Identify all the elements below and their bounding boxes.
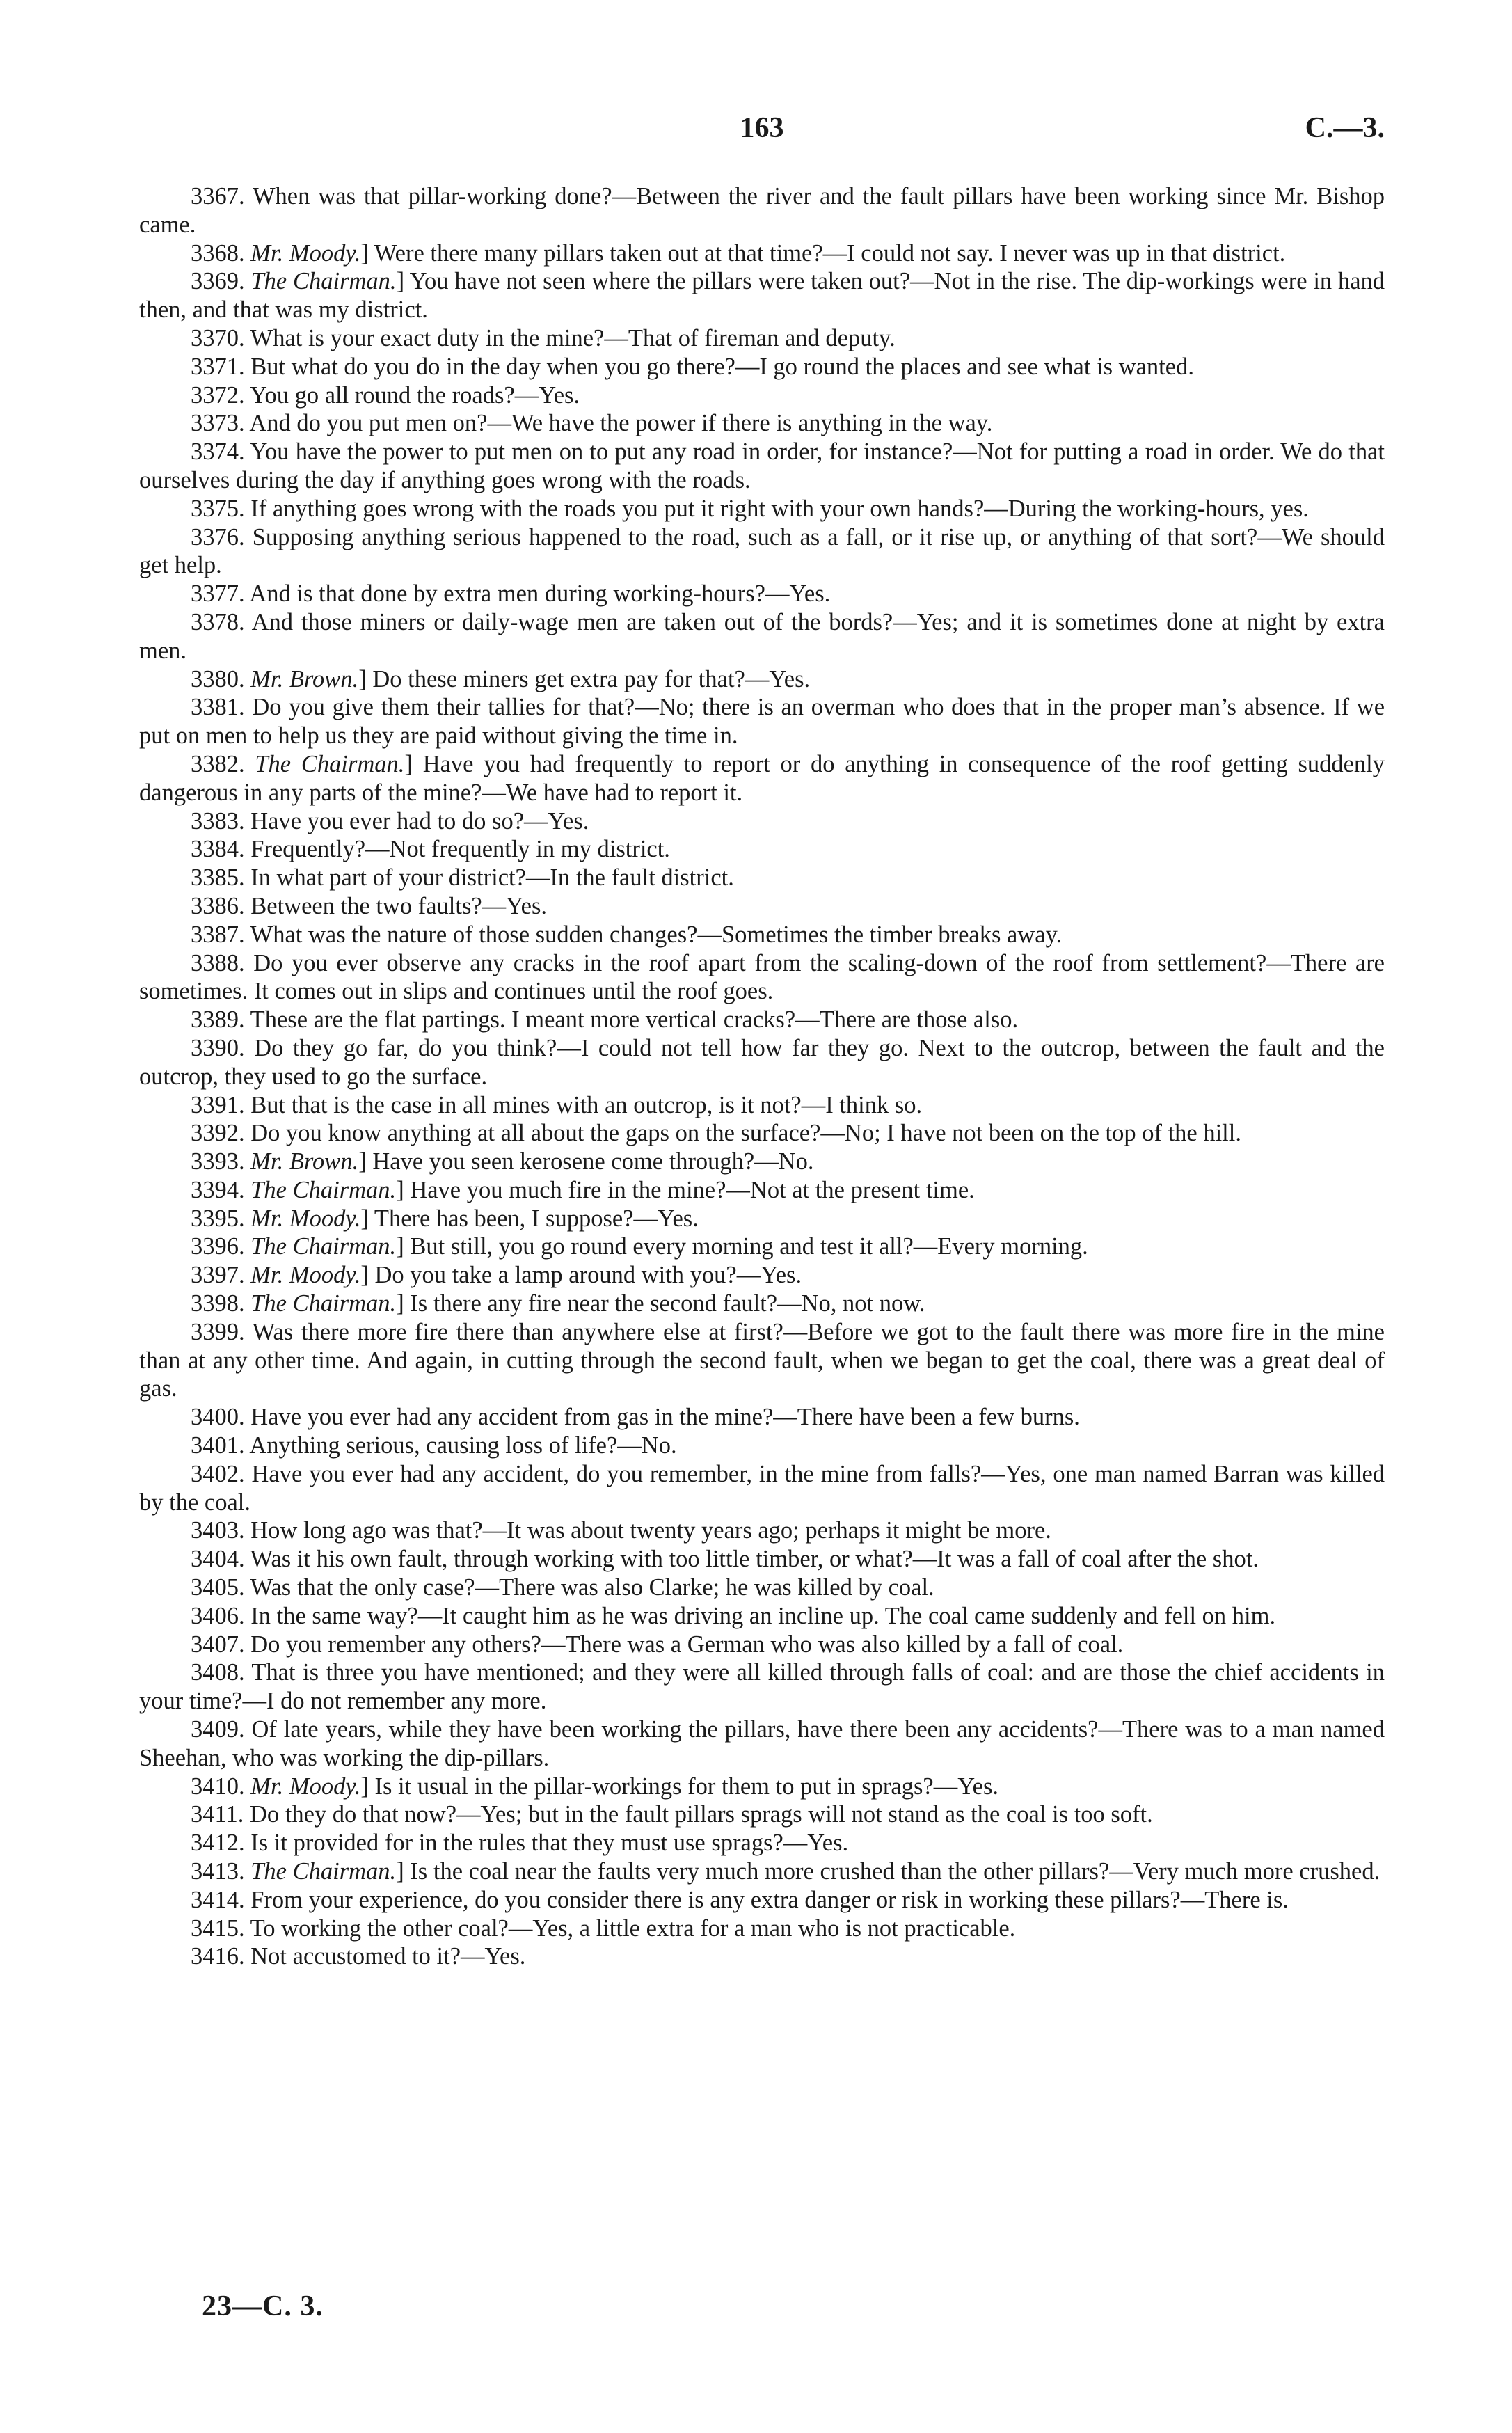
- question-answer-text: Do they go far, do you think?—I could not tell how far they go. Next to the outcrop, between the fault and the outcrop, they used to go the surface.: [139, 1034, 1385, 1090]
- question-number: 3376.: [191, 523, 245, 550]
- question-answer-text: Is it usual in the pillar-workings for them to put in sprags?—Yes.: [374, 1773, 999, 1800]
- question-number: 3367.: [191, 183, 245, 209]
- question-answer-text: From your experience, do you consider there is any extra danger or risk in working these pillars?—There is.: [250, 1886, 1289, 1913]
- question-answer-text: Was that the only case?—There was also Clarke; he was killed by coal.: [250, 1574, 934, 1601]
- question-answer-text: Have you seen kerosene come through?—No.: [372, 1148, 814, 1175]
- testimony-paragraph: [139, 353, 1385, 381]
- question-number: 3401.: [191, 1432, 245, 1459]
- question-number: 3382.: [191, 750, 245, 777]
- speaker-name: Mr. Brown.: [250, 1148, 359, 1175]
- question-answer-text: When was that pillar-working done?—Between the river and the fault pillars have been working since Mr. Bishop came.: [139, 183, 1385, 238]
- question-answer-text: Do they do that now?—Yes; but in the fault pillars sprags will not stand as the coal is too soft.: [249, 1801, 1153, 1828]
- question-answer-text: Is there any fire near the second fault?—No, not now.: [410, 1290, 925, 1317]
- question-answer-text: Do you remember any others?—There was a German who was also killed by a fall of coal.: [250, 1631, 1124, 1658]
- question-number: 3404.: [191, 1546, 245, 1573]
- question-number: 3389.: [191, 1006, 245, 1033]
- question-number: 3369.: [191, 268, 245, 295]
- testimony-paragraph: [139, 949, 1385, 1006]
- speaker-name: The Chairman.: [250, 1858, 397, 1885]
- question-number: 3416.: [191, 1943, 245, 1970]
- question-answer-text: Was there more fire there than anywhere else at first?—Before we got to the fault there was more fire in the mine than at any other time. And again, in cutting through the second fault, when we began to get the coal, there was a great deal of gas.: [139, 1318, 1385, 1402]
- question-answer-text: You have the power to put men on to put any road in order, for instance?—Not for putting a road in order. We do that ourselves during the day if anything goes wrong with the roads.: [139, 438, 1385, 493]
- testimony-paragraph: [139, 1432, 1385, 1460]
- question-answer-text: If anything goes wrong with the roads you put it right with your own hands?—During the working-hours, yes.: [250, 495, 1309, 522]
- speaker-name: Mr. Brown.: [250, 665, 359, 692]
- question-number: 3381.: [191, 694, 245, 721]
- testimony-paragraph: [139, 892, 1385, 921]
- question-number: 3384.: [191, 836, 245, 863]
- testimony-paragraph: [139, 580, 1385, 608]
- testimony-paragraph: [139, 1091, 1385, 1120]
- testimony-paragraph: 3393. Mr. Brown.] Have you seen kerosene come through?—No.: [191, 1148, 814, 1175]
- testimony-paragraph: 3369. The Chairman.] You have not seen where the pillars were taken out?—Not in the rise. The dip-workings were in hand then, and that was my district.: [139, 268, 1385, 324]
- testimony-paragraph: [139, 1034, 1385, 1091]
- question-answer-text: Supposing anything serious happened to the road, such as a fall, or it rise up, or anything of that sort?—We should get help.: [139, 523, 1385, 579]
- testimony-paragraph: 3380. Mr. Brown.] Do these miners get extra pay for that?—Yes.: [191, 665, 811, 692]
- speaker-name: The Chairman.: [250, 1176, 397, 1203]
- testimony-paragraph: [139, 1829, 1385, 1857]
- question-number: 3394.: [191, 1176, 245, 1203]
- question-number: 3405.: [191, 1574, 245, 1601]
- testimony-paragraph: 3395. Mr. Moody.] There has been, I suppose?—Yes.: [191, 1205, 699, 1232]
- testimony-paragraph: [139, 1006, 1385, 1034]
- question-answer-text: Do you ever observe any cracks in the roof apart from the scaling-down of the roof from settlement?—There are sometimes. It comes out in slips and continues until the roof goes.: [139, 949, 1385, 1005]
- question-answer-text: What was the nature of those sudden changes?—Sometimes the timber breaks away.: [250, 921, 1063, 948]
- question-answer-text: What is your exact duty in the mine?—That of fireman and deputy.: [250, 324, 896, 351]
- testimony-paragraph: [139, 693, 1385, 750]
- question-answer-text: But still, you go round every morning and test it all?—Every morning.: [410, 1233, 1088, 1260]
- testimony-paragraph: [139, 807, 1385, 836]
- printer-signature: 23—C. 3.: [202, 2290, 324, 2322]
- question-number: 3398.: [191, 1290, 245, 1317]
- question-number: 3396.: [191, 1233, 245, 1260]
- question-number: 3410.: [191, 1773, 245, 1800]
- testimony-paragraph: [139, 1658, 1385, 1715]
- question-number: 3397.: [191, 1262, 245, 1289]
- question-answer-text: Is it provided for in the rules that they must use sprags?—Yes.: [250, 1830, 849, 1857]
- question-number: 3370.: [191, 324, 245, 351]
- question-answer-text: Have you ever had any accident, do you remember, in the mine from falls?—Yes, one man named Barran was killed by the coal.: [139, 1460, 1385, 1516]
- question-answer-text: Do these miners get extra pay for that?—Yes.: [372, 665, 811, 692]
- question-number: 3372.: [191, 381, 245, 409]
- section-code: C.—3.: [1305, 112, 1385, 144]
- testimony-paragraph: [139, 1800, 1385, 1829]
- testimony-paragraph: 3396. The Chairman.] But still, you go round every morning and test it all?—Every morning.: [191, 1233, 1088, 1260]
- testimony-paragraph: 3394. The Chairman.] Have you much fire in the mine?—Not at the present time.: [191, 1176, 975, 1203]
- question-number: 3395.: [191, 1205, 245, 1232]
- question-answer-text: That is three you have mentioned; and they were all killed through falls of coal: and are those the chief accidents in your time?—I do not remember any more.: [139, 1659, 1385, 1715]
- page-header: [139, 111, 1385, 146]
- testimony-paragraph: [139, 1460, 1385, 1517]
- speaker-name: The Chairman.: [250, 1290, 397, 1317]
- testimony-paragraph: [139, 1915, 1385, 1943]
- question-number: 3415.: [191, 1915, 245, 1942]
- question-number: 3387.: [191, 921, 245, 948]
- question-number: 3414.: [191, 1886, 245, 1913]
- question-number: 3386.: [191, 892, 245, 919]
- question-number: 3383.: [191, 807, 245, 834]
- question-number: 3371.: [191, 353, 245, 380]
- testimony-paragraph: [139, 381, 1385, 410]
- question-number: 3390.: [191, 1034, 245, 1061]
- question-answer-text: There has been, I suppose?—Yes.: [374, 1205, 699, 1232]
- question-number: 3407.: [191, 1631, 245, 1658]
- question-number: 3374.: [191, 438, 245, 466]
- speaker-name: The Chairman.: [255, 750, 405, 777]
- question-answer-text: Do you take a lamp around with you?—Yes.: [374, 1262, 802, 1289]
- speaker-name: Mr. Moody.: [250, 239, 361, 267]
- question-answer-text: Not accustomed to it?—Yes.: [250, 1943, 526, 1970]
- speaker-name: Mr. Moody.: [250, 1262, 361, 1289]
- testimony-paragraph: [139, 835, 1385, 864]
- testimony-paragraph: [139, 523, 1385, 580]
- question-answer-text: Have you had frequently to report or do anything in consequence of the roof getting suddenly dangerous in any parts of the mine?—We have had to report it.: [139, 750, 1385, 806]
- testimony-paragraph: [139, 1119, 1385, 1148]
- question-answer-text: But that is the case in all mines with an outcrop, is it not?—I think so.: [250, 1091, 923, 1118]
- question-answer-text: In what part of your district?—In the fault district.: [250, 864, 734, 891]
- question-answer-text: To working the other coal?—Yes, a little extra for a man who is not practicable.: [250, 1915, 1016, 1942]
- question-answer-text: Is the coal near the faults very much more crushed than the other pillars?—Very much more crushed.: [410, 1858, 1380, 1885]
- testimony-paragraph: [139, 1602, 1385, 1631]
- question-answer-text: And is that done by extra men during working-hours?—Yes.: [249, 580, 831, 608]
- question-number: 3403.: [191, 1517, 245, 1544]
- testimony-paragraph: [139, 921, 1385, 949]
- question-number: 3392.: [191, 1120, 245, 1147]
- testimony-paragraph: [139, 608, 1385, 665]
- question-answer-text: Do you know anything at all about the gaps on the surface?—No; I have not been on the top of the hill.: [250, 1120, 1241, 1147]
- testimony-paragraph: [139, 864, 1385, 892]
- testimony-paragraph: [139, 1574, 1385, 1602]
- question-answer-text: Have you much fire in the mine?—Not at the present time.: [410, 1176, 975, 1203]
- question-number: 3373.: [191, 410, 245, 437]
- testimony-body: [139, 182, 1385, 1971]
- question-answer-text: In the same way?—It caught him as he was driving an incline up. The coal came suddenly and fell on him.: [250, 1602, 1276, 1629]
- question-answer-text: Have you ever had to do so?—Yes.: [250, 807, 589, 834]
- question-number: 3409.: [191, 1716, 245, 1743]
- question-number: 3380.: [191, 665, 245, 692]
- question-number: 3412.: [191, 1830, 245, 1857]
- question-number: 3399.: [191, 1318, 245, 1345]
- question-number: 3406.: [191, 1602, 245, 1629]
- question-answer-text: And those miners or daily-wage men are taken out of the bords?—Yes; and it is sometimes done at night by extra men.: [139, 608, 1385, 664]
- question-number: 3400.: [191, 1404, 245, 1431]
- testimony-paragraph: [139, 1886, 1385, 1915]
- page-number: 163: [740, 112, 784, 144]
- testimony-paragraph: [139, 409, 1385, 438]
- testimony-paragraph: [139, 1516, 1385, 1545]
- question-number: 3385.: [191, 864, 245, 891]
- testimony-paragraph: [139, 1715, 1385, 1773]
- testimony-paragraph: [139, 438, 1385, 495]
- testimony-paragraph: [139, 324, 1385, 353]
- question-number: 3375.: [191, 495, 245, 522]
- question-number: 3411.: [191, 1801, 244, 1828]
- question-answer-text: And do you put men on?—We have the power if there is anything in the way.: [249, 410, 993, 437]
- question-number: 3377.: [191, 580, 245, 608]
- testimony-paragraph: [139, 1403, 1385, 1432]
- question-answer-text: But what do you do in the day when you go there?—I go round the places and see what is wanted.: [250, 353, 1194, 380]
- testimony-paragraph: [139, 1545, 1385, 1574]
- question-number: 3402.: [191, 1460, 245, 1487]
- question-answer-text: You have not seen where the pillars were taken out?—Not in the rise. The dip-workings were in hand then, and that was my district.: [139, 268, 1385, 324]
- question-answer-text: Anything serious, causing loss of life?—No.: [249, 1432, 677, 1459]
- testimony-paragraph: 3398. The Chairman.] Is there any fire near the second fault?—No, not now.: [191, 1290, 925, 1317]
- question-answer-text: Frequently?—Not frequently in my district.: [250, 836, 670, 863]
- testimony-paragraph: 3410. Mr. Moody.] Is it usual in the pillar-workings for them to put in sprags?—Yes.: [191, 1773, 999, 1800]
- testimony-paragraph: [139, 182, 1385, 239]
- question-answer-text: How long ago was that?—It was about twenty years ago; perhaps it might be more.: [250, 1517, 1051, 1544]
- question-answer-text: Were there many pillars taken out at that time?—I could not say. I never was up in that district.: [374, 239, 1286, 267]
- speaker-name: Mr. Moody.: [250, 1773, 361, 1800]
- question-answer-text: These are the flat partings. I meant more vertical cracks?—There are those also.: [250, 1006, 1019, 1033]
- question-answer-text: Was it his own fault, through working with too little timber, or what?—It was a fall of coal after the shot.: [250, 1546, 1259, 1573]
- testimony-paragraph: 3382. The Chairman.] Have you had frequently to report or do anything in consequence of the roof getting suddenly dangerous in any parts of the mine?—We have had to report it.: [139, 750, 1385, 806]
- question-number: 3368.: [191, 239, 245, 267]
- testimony-paragraph: [139, 1318, 1385, 1403]
- question-number: 3388.: [191, 949, 245, 976]
- testimony-paragraph: 3397. Mr. Moody.] Do you take a lamp around with you?—Yes.: [191, 1262, 802, 1289]
- question-answer-text: You go all round the roads?—Yes.: [249, 381, 580, 409]
- speaker-name: Mr. Moody.: [250, 1205, 361, 1232]
- question-number: 3413.: [191, 1858, 245, 1885]
- testimony-paragraph: [139, 495, 1385, 523]
- question-answer-text: Between the two faults?—Yes.: [250, 892, 548, 919]
- question-number: 3393.: [191, 1148, 245, 1175]
- question-number: 3378.: [191, 608, 245, 635]
- question-number: 3408.: [191, 1659, 245, 1686]
- speaker-name: The Chairman.: [250, 268, 397, 295]
- question-answer-text: Of late years, while they have been working the pillars, have there been any accidents?—There was to a man named Sheehan, who was working the dip-pillars.: [139, 1716, 1385, 1771]
- testimony-paragraph: [139, 1631, 1385, 1659]
- speaker-name: The Chairman.: [250, 1233, 397, 1260]
- testimony-paragraph: 3368. Mr. Moody.] Were there many pillars taken out at that time?—I could not say. I never was up in that district.: [191, 239, 1286, 267]
- testimony-paragraph: [139, 1942, 1385, 1971]
- question-number: 3391.: [191, 1091, 245, 1118]
- question-answer-text: Have you ever had any accident from gas in the mine?—There have been a few burns.: [250, 1404, 1080, 1431]
- testimony-paragraph: 3413. The Chairman.] Is the coal near the faults very much more crushed than the other pillars?—Very much more crushed.: [191, 1858, 1380, 1885]
- question-answer-text: Do you give them their tallies for that?—No; there is an overman who does that in the proper man’s absence. If we put on men to help us they are paid without giving the time in.: [139, 694, 1385, 750]
